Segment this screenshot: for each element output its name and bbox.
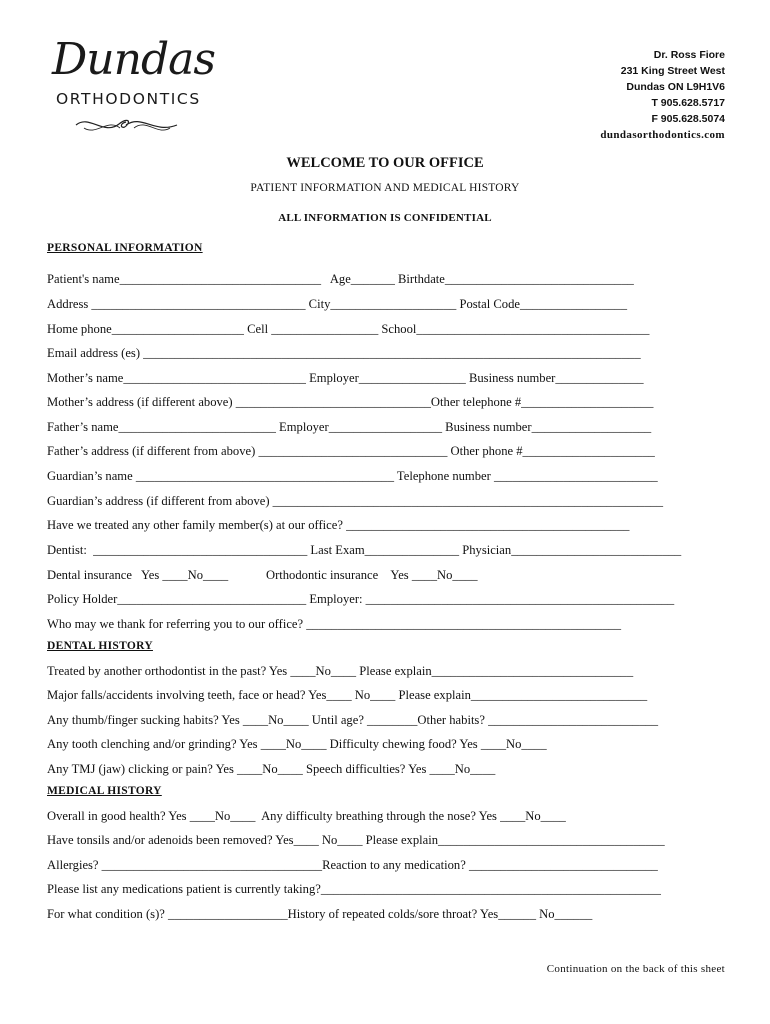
dentist-line[interactable]: Dentist: __________________________________ Last Exam_______________ Physician___________________________ [47, 543, 682, 557]
street-address: 231 King Street West [620, 65, 725, 77]
previous-orthodontist-line[interactable]: Treated by another orthodontist in the past? Yes ____No____ Please explain________________________________ [47, 664, 634, 678]
family-treated-line[interactable]: Have we treated any other family member(s) at our office? _____________________________________________ [47, 518, 630, 532]
personal-information-heading: PERSONAL INFORMATION [47, 242, 203, 254]
patient-name-line[interactable]: Patient's name________________________________ Age_______ Birthdate______________________________ [47, 272, 634, 286]
logo-wordmark: ORTHODONTICS [56, 90, 201, 108]
dental-history-heading: DENTAL HISTORY [47, 640, 153, 652]
continuation-note: Continuation on the back of this sheet [546, 963, 725, 975]
tonsils-line[interactable]: Have tonsils and/or adenoids been removed? Yes____ No____ Please explain____________________________________ [47, 833, 665, 847]
medical-history-heading: MEDICAL HISTORY [47, 785, 162, 797]
flourish-ornament-icon [74, 112, 179, 138]
website: dundasorthodontics.com [600, 129, 725, 141]
guardian-name-line[interactable]: Guardian’s name _________________________________________ Telephone number __________________________ [47, 469, 658, 483]
doctor-name: Dr. Ross Fiore [653, 49, 725, 61]
page-title: WELCOME TO OUR OFFICE [286, 155, 484, 171]
address-line[interactable]: Address __________________________________ City____________________ Postal Code_________________ [47, 297, 628, 311]
page-subtitle: PATIENT INFORMATION AND MEDICAL HISTORY [250, 182, 520, 194]
mother-name-line[interactable]: Mother’s name_____________________________ Employer_________________ Business number______________ [47, 371, 644, 385]
confidential-notice: ALL INFORMATION IS CONFIDENTIAL [278, 212, 492, 224]
father-address-line[interactable]: Father’s address (if different from above) ______________________________ Other phone #_____________________ [47, 444, 655, 458]
clenching-line[interactable]: Any tooth clenching and/or grinding? Yes ____No____ Difficulty chewing food? Yes ____No____ [47, 737, 547, 751]
fax: F 905.628.5074 [651, 113, 725, 125]
allergies-line[interactable]: Allergies? ___________________________________Reaction to any medication? ______________________________ [47, 858, 658, 872]
guardian-address-line[interactable]: Guardian’s address (if different from above) ______________________________________________________________ [47, 494, 664, 508]
phone-line[interactable]: Home phone_____________________ Cell _________________ School_____________________________________ [47, 322, 650, 336]
telephone: T 905.628.5717 [651, 97, 725, 109]
city-postal: Dundas ON L9H1V6 [626, 81, 725, 93]
insurance-line[interactable]: Dental insurance Yes ____No____ Orthodontic insurance Yes ____No____ [47, 568, 478, 582]
falls-accidents-line[interactable]: Major falls/accidents involving teeth, face or head? Yes____ No____ Please explain____________________________ [47, 688, 648, 702]
sucking-habits-line[interactable]: Any thumb/finger sucking habits? Yes ____No____ Until age? ________Other habits? ___________________________ [47, 713, 659, 727]
policy-holder-line[interactable]: Policy Holder______________________________ Employer: _________________________________________________ [47, 592, 675, 606]
referral-line[interactable]: Who may we thank for referring you to our office? __________________________________________________ [47, 617, 622, 631]
email-line[interactable]: Email address (es) _______________________________________________________________________________ [47, 346, 641, 360]
logo-script-text: Dundas [52, 34, 215, 85]
good-health-line[interactable]: Overall in good health? Yes ____No____ Any difficulty breathing through the nose? Yes ____No____ [47, 809, 566, 823]
mother-address-line[interactable]: Mother’s address (if different above) _______________________________Other telephone #_____________________ [47, 395, 654, 409]
dundas-orthodontics-logo [48, 32, 220, 140]
condition-line[interactable]: For what condition (s)? ___________________History of repeated colds/sore throat? Yes______ No______ [47, 907, 593, 921]
office-contact-block [600, 47, 725, 143]
father-name-line[interactable]: Father’s name_________________________ Employer__________________ Business number___________________ [47, 420, 652, 434]
tmj-line[interactable]: Any TMJ (jaw) clicking or pain? Yes ____No____ Speech difficulties? Yes ____No____ [47, 762, 496, 776]
medications-line[interactable]: Please list any medications patient is currently taking?______________________________________________________ [47, 882, 661, 896]
